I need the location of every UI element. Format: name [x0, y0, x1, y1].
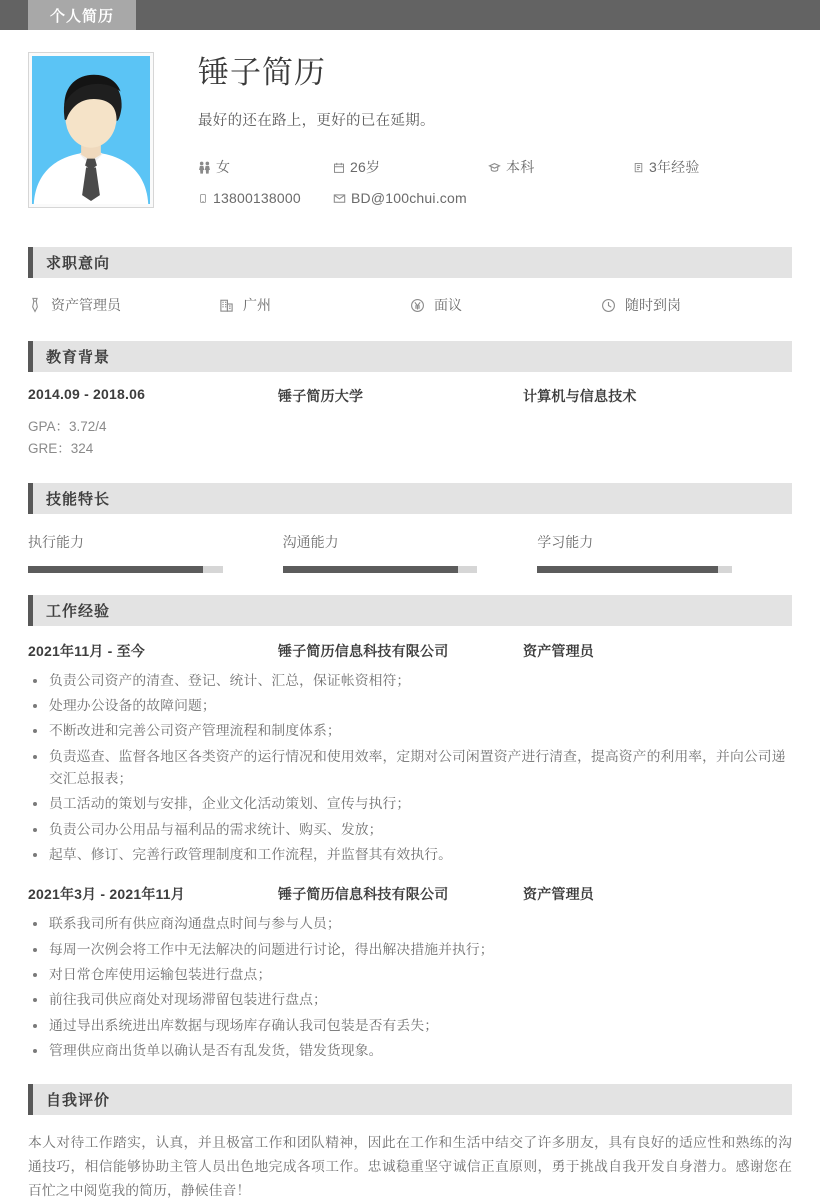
- section-header-self-evaluation: [28, 1084, 792, 1115]
- intention-city-value: 广州: [243, 297, 271, 314]
- meta-gender: [198, 157, 333, 177]
- education-entry: [28, 372, 792, 461]
- phone-icon: [198, 192, 208, 205]
- meta-education-value: 本科: [506, 159, 535, 176]
- job-intention-row: [28, 278, 792, 319]
- intention-position: [28, 295, 219, 315]
- section-title-experience: 工作经验: [46, 602, 111, 620]
- profile-details: [154, 52, 792, 219]
- experience-bullet: 不断改进和完善公司资产管理流程和制度体系；: [28, 720, 792, 742]
- skill-bar-track: [537, 566, 732, 573]
- experience-role: 资产管理员: [523, 642, 594, 659]
- skill-item: [283, 532, 538, 573]
- intention-city: [219, 295, 410, 315]
- experience-bullet: 处理办公设备的故障问题；: [28, 695, 792, 717]
- skill-bar-fill: [28, 566, 203, 573]
- skills-row: [28, 514, 792, 573]
- top-header-bar: [0, 0, 820, 30]
- experience-bullet: 员工活动的策划与安排，企业文化活动策划、宣传与执行；: [28, 793, 792, 815]
- resume-title-tab: 个人简历: [28, 0, 136, 30]
- experience-bullet: 管理供应商出货单以确认是否有乱发货，错发货现象。: [28, 1040, 792, 1062]
- experience-bullet-list: [28, 670, 792, 867]
- experience-period: 2021年3月 - 2021年11月: [28, 886, 185, 903]
- meta-experience-value: 3年经验: [649, 159, 700, 176]
- education-period: 2014.09 - 2018.06: [28, 386, 146, 403]
- meta-age: [333, 157, 488, 177]
- education-entry-header: [28, 386, 792, 406]
- yen-icon: [410, 298, 425, 313]
- section-header-skills: [28, 483, 792, 514]
- contact-meta-row-2: [198, 190, 792, 206]
- meta-gender-value: 女: [216, 159, 231, 176]
- calendar-icon: [333, 161, 345, 174]
- avatar: [32, 56, 150, 204]
- intention-availability: [601, 295, 792, 315]
- experience-bullet: 起草、修订、完善行政管理制度和工作流程，并监督其有效执行。: [28, 844, 792, 866]
- experience-period: 2021年11月 - 至今: [28, 642, 145, 659]
- skill-bar-fill: [537, 566, 718, 573]
- experience-role: 资产管理员: [523, 886, 594, 903]
- section-title-education: 教育背景: [46, 349, 111, 367]
- intention-salary: [410, 295, 601, 315]
- experience-entry-header: [28, 884, 792, 904]
- section-header-intention: [28, 247, 792, 278]
- self-evaluation-text: 本人对待工作踏实，认真，并且极富工作和团队精神，因此在工作和生活中结交了许多朋友，具有良好的适应性和熟练的沟通技巧，相信能够协助主管人员出色地完成各项工作。忠诚稳重坚守诚信正直原则，勇于挑战自我开发自身潜力。感谢您在百忙之中阅览我的简历，静候佳音！: [28, 1135, 792, 1198]
- experience-entry-header: [28, 641, 792, 661]
- experience-company: 锤子简历信息科技有限公司: [278, 642, 449, 659]
- experience-bullet: 负责公司资产的清查、登记、统计、汇总，保证帐资相符；: [28, 670, 792, 692]
- meta-phone: [198, 190, 333, 206]
- profile-header: [28, 30, 792, 225]
- education-detail-gpa: GPA：3.72/4: [28, 419, 107, 435]
- experience-company: 锤子简历信息科技有限公司: [278, 886, 449, 903]
- candidate-tagline: 最好的还在路上，更好的已在延期。: [198, 113, 435, 130]
- section-title-self-evaluation: 自我评价: [46, 1092, 111, 1110]
- avatar-frame: [28, 52, 154, 208]
- experience-entry: [28, 626, 792, 867]
- section-title-intention: 求职意向: [46, 255, 111, 273]
- education-school: 锤子简历大学: [278, 388, 364, 405]
- experience-bullet: 对日常仓库使用运输包装进行盘点；: [28, 964, 792, 986]
- avatar-illustration-icon: [32, 56, 150, 204]
- meta-email: [333, 190, 467, 206]
- experience-bullet: 通过导出系统进出库数据与现场库存确认我司包装是否有丢失；: [28, 1015, 792, 1037]
- skill-label: 执行能力: [28, 533, 84, 550]
- intention-salary-value: 面议: [434, 297, 462, 314]
- section-header-experience: [28, 595, 792, 626]
- experience-bullet: 联系我司所有供应商沟通盘点时间与参与人员；: [28, 913, 792, 935]
- education-major: 计算机与信息技术: [523, 388, 637, 405]
- contact-meta-row-1: [198, 157, 792, 177]
- mail-icon: [333, 192, 346, 205]
- skill-bar-track: [283, 566, 478, 573]
- section-header-education: [28, 341, 792, 372]
- meta-age-value: 26岁: [350, 159, 381, 176]
- contact-meta-grid: [198, 157, 792, 206]
- skill-item: [28, 532, 283, 573]
- meta-education: [488, 157, 633, 177]
- clipboard-icon: [633, 161, 644, 174]
- skill-bar-fill: [283, 566, 458, 573]
- skill-item: [537, 532, 792, 573]
- graduation-icon: [488, 161, 501, 174]
- meta-experience: [633, 157, 700, 177]
- building-icon: [219, 298, 234, 313]
- education-details: [28, 416, 792, 461]
- experience-bullet: 负责公司办公用品与福利品的需求统计、购买、发放；: [28, 819, 792, 841]
- clock-icon: [601, 298, 616, 313]
- candidate-name: 锤子简历: [198, 55, 326, 90]
- gender-icon: [198, 161, 211, 174]
- section-title-skills: 技能特长: [46, 490, 111, 508]
- resume-page: [0, 30, 820, 1203]
- top-bar-spacer: [0, 0, 28, 30]
- intention-availability-value: 随时到岗: [625, 297, 681, 314]
- skill-label: 学习能力: [537, 533, 594, 550]
- education-detail-gre: GRE：324: [28, 441, 94, 457]
- meta-phone-value: 13800138000: [213, 190, 301, 207]
- meta-email-value: BD@100chui.com: [351, 190, 467, 207]
- experience-bullet: 负责巡查、监督各地区各类资产的运行情况和使用效率，定期对公司闲置资产进行清查，提高资产的利用率，并向公司递交汇总报表；: [28, 746, 792, 791]
- experience-bullet-list: [28, 913, 792, 1062]
- experience-bullet: 前往我司供应商处对现场滞留包装进行盘点；: [28, 989, 792, 1011]
- intention-position-value: 资产管理员: [51, 297, 121, 314]
- skill-label: 沟通能力: [282, 533, 339, 550]
- tie-icon: [28, 297, 42, 313]
- experience-entry: [28, 869, 792, 1062]
- skill-bar-track: [28, 566, 223, 573]
- experience-bullet: 每周一次例会将工作中无法解决的问题进行讨论，得出解决措施并执行；: [28, 939, 792, 961]
